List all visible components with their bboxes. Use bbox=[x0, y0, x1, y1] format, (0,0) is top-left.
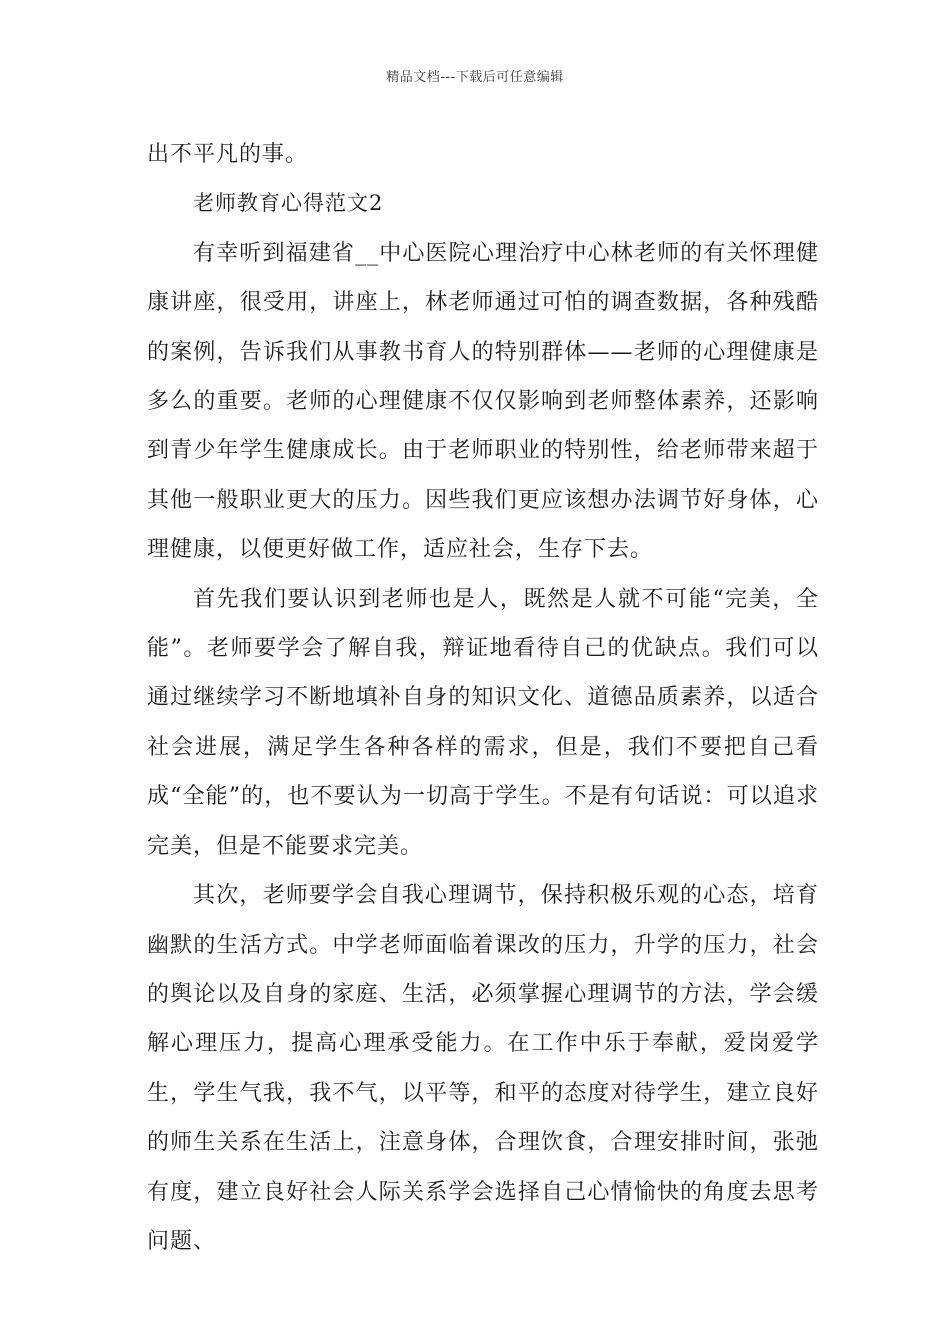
page-header: 精品文档---下载后可任意编辑 bbox=[386, 70, 564, 85]
section-heading: 老师教育心得范文2 bbox=[193, 191, 384, 216]
document-body bbox=[147, 130, 819, 1266]
paragraph-3: 其次，老师要学会自我心理调节，保持积极乐观的心态，培育幽默的生活方式。中学老师面临着课改的压力，升学的压力，社会的舆论以及自身的家庭、生活，必须掌握心理调节的方法，学会缓解心理压力，提高心理承受能力。在工作中乐于奉献，爱岗爱学生，学生气我，我不气，以平等，和平的态度对待学生，建立良好的师生关系在生活上，注意身体，合理饮食，合理安排时间，张弛有度，建立良好社会人际关系学会选择自己心情愉快的角度去思考问题、 bbox=[147, 883, 819, 1254]
paragraph-1: 有幸听到福建省__中心医院心理治疗中心林老师的有关怀理健康讲座，很受用，讲座上，林老师通过可怕的调查数据，各种残酷的案例，告诉我们从事教书育人的特别群体——老师的心理健康是多么的重要。老师的心理健康不仅仅影响到老师整体素养，还影响到青少年学生健康成长。由于老师职业的特别性，给老师带来超于其他一般职业更大的压力。因些我们更应该想办法调节好身体，心理健康，以便更好做工作，适应社会，生存下去。 bbox=[147, 240, 819, 563]
paragraph-2: 首先我们要认识到老师也是人，既然是人就不可能“完美，全能”。老师要学会了解自我，辩证地看待自己的优缺点。我们可以通过继续学习不断地填补自身的知识文化、道德品质素养，以适合社会进展，满足学生各种各样的需求，但是，我们不要把自己看成“全能”的，也不要认为一切高于学生。不是有句话说：可以追求完美，但是不能要求完美。 bbox=[147, 586, 819, 859]
paragraph-continuation: 出不平凡的事。 bbox=[147, 142, 309, 167]
